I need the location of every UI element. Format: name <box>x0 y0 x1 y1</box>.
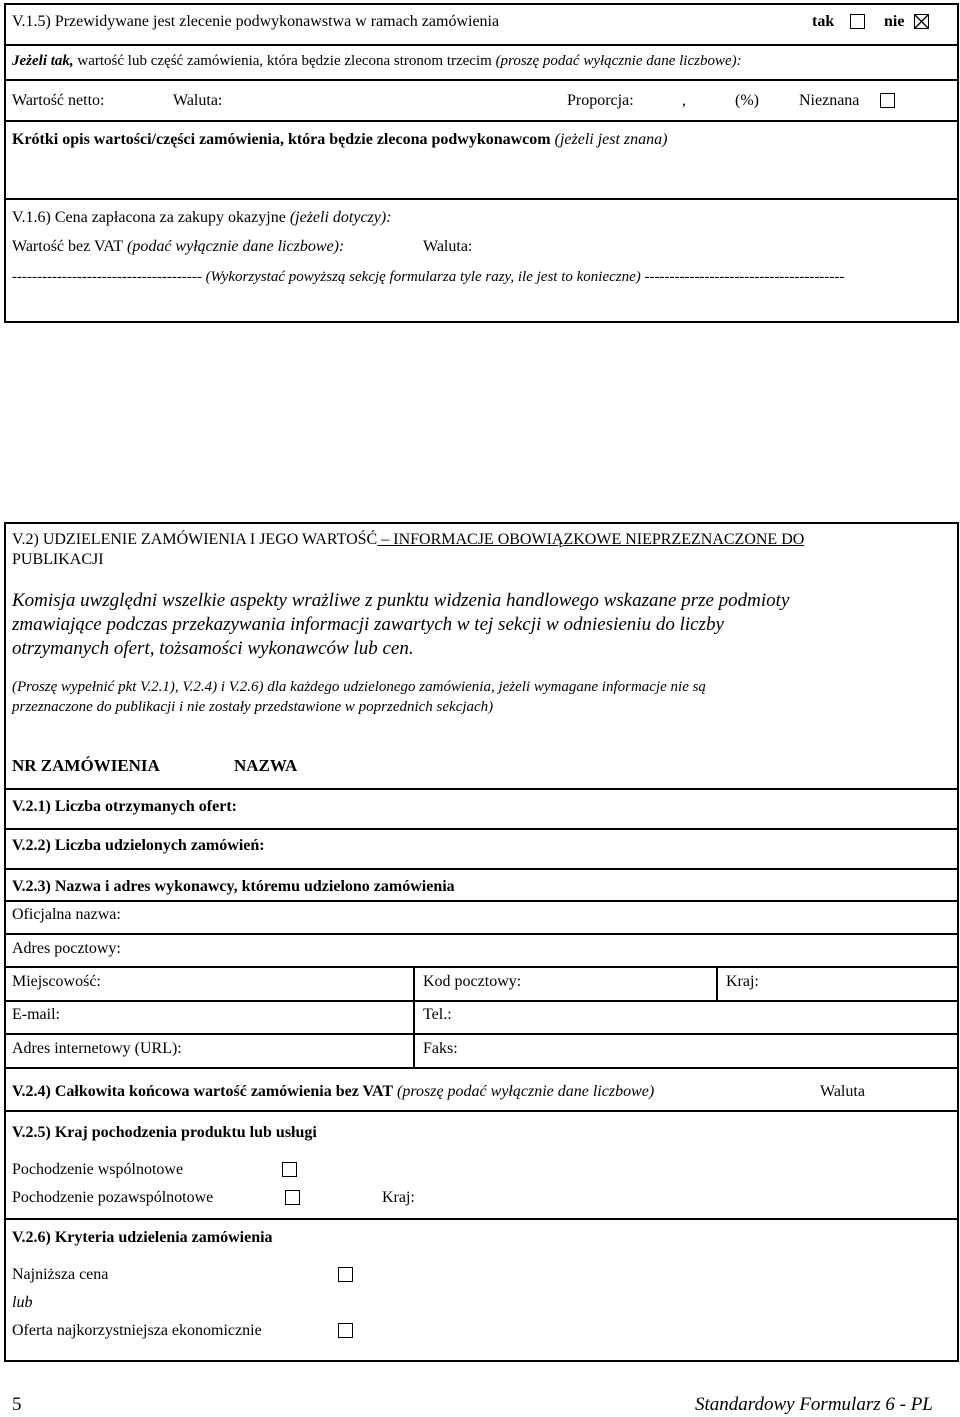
postal-address-label: Adres pocztowy: <box>12 940 121 957</box>
divider <box>4 44 959 46</box>
divider <box>4 788 959 790</box>
commission-note-line-1: Komisja uwzględni wszelkie aspekty wrażliwe z punktu widzenia handlowego wskazane prze podmioty <box>12 590 790 611</box>
section-v24-title <box>12 1083 654 1101</box>
lowest-price-label: Najniższa cena <box>12 1266 109 1283</box>
order-number-label: NR ZAMÓWIENIA <box>12 756 160 775</box>
section-v16-title <box>12 209 392 227</box>
divider <box>4 828 959 830</box>
value-excl-vat-note: (podać wyłącznie dane liczbowe): <box>122 238 345 255</box>
checked-x-icon <box>914 14 929 29</box>
section-v2-heading <box>12 531 804 549</box>
divider <box>4 120 959 122</box>
no-checkbox[interactable] <box>914 14 929 29</box>
divider <box>4 966 959 968</box>
or-label: lub <box>12 1294 33 1311</box>
divider <box>4 1067 959 1069</box>
divider <box>4 1033 959 1035</box>
meat-checkbox[interactable] <box>338 1323 353 1338</box>
if-yes-text: wartość lub część zamówienia, która będzie zlecona stronom trzecim <box>73 53 492 69</box>
v16-currency-label: Waluta: <box>423 238 473 255</box>
short-description-note: (jeżeli jest znana) <box>554 131 668 148</box>
official-name-label: Oficjalna nazwa: <box>12 906 121 923</box>
non-community-origin-label: Pochodzenie pozawspólnotowe <box>12 1189 214 1206</box>
repeat-section-note: -------------------------------------- (Wykorzystać powyższą sekcję formularza tyle razy, ile jest to konieczne) ---------------------------------------- <box>12 269 845 285</box>
email-label: E-mail: <box>12 1006 60 1023</box>
section-v2-heading-main: V.2) UDZIELENIE ZAMÓWIENIA I JEGO WARTOŚĆ <box>12 531 378 548</box>
origin-country-label: Kraj: <box>382 1189 415 1206</box>
unknown-label: Nieznana <box>799 92 860 109</box>
divider <box>4 79 959 81</box>
value-excl-vat-label <box>12 238 344 256</box>
yes-label: tak <box>812 13 835 30</box>
short-description-title: Krótki opis wartości/części zamówienia, która będzie zlecona podwykonawcom <box>12 131 551 148</box>
divider <box>4 1000 959 1002</box>
section-v15-title: V.1.5) Przewidywane jest zlecenie podwykonawstwa w ramach zamówienia <box>12 13 500 30</box>
form-name: Standardowy Formularz 6 - PL <box>695 1394 933 1415</box>
yes-checkbox[interactable] <box>850 14 865 29</box>
meat-label: Oferta najkorzystniejsza ekonomicznie <box>12 1322 262 1339</box>
if-yes-label: Jeżeli tak, <box>12 53 74 69</box>
subcontract-value-prompt <box>12 53 742 70</box>
section-v24-title-note: (proszę podać wyłącznie dane liczbowe) <box>393 1083 655 1100</box>
net-value-label: Wartość netto: <box>12 92 105 109</box>
section-v16-title-note: (jeżeli dotyczy): <box>285 209 392 226</box>
section-v26-title: V.2.6) Kryteria udzielenia zamówienia <box>12 1229 273 1246</box>
url-label: Adres internetowy (URL): <box>12 1040 182 1057</box>
city-label: Miejscowość: <box>12 973 101 990</box>
currency-label: Waluta: <box>173 92 223 109</box>
proportion-label: Proporcja: <box>567 92 634 109</box>
v24-currency-label: Waluta <box>820 1083 865 1100</box>
country-label: Kraj: <box>726 973 759 990</box>
no-label: nie <box>884 13 905 30</box>
page-number: 5 <box>12 1394 22 1415</box>
percent-label: (%) <box>735 92 759 109</box>
please-fill-line-2: przeznaczone do publikacji i nie zostały przedstawione w poprzednich sekcjach) <box>12 699 494 715</box>
divider <box>4 1218 959 1220</box>
section-v22-title: V.2.2) Liczba udzielonych zamówień: <box>12 837 265 854</box>
section-v21-title: V.2.1) Liczba otrzymanych ofert: <box>12 798 237 815</box>
divider <box>4 900 959 902</box>
value-excl-vat-text: Wartość bez VAT <box>12 238 123 255</box>
order-name-label: NAZWA <box>234 756 298 775</box>
proportion-comma: , <box>682 92 686 109</box>
grid-column-divider <box>413 966 415 1067</box>
community-origin-label: Pochodzenie wspólnotowe <box>12 1161 184 1178</box>
non-community-origin-checkbox[interactable] <box>285 1190 300 1205</box>
divider <box>4 198 959 200</box>
commission-note-line-3: otrzymanych ofert, tożsamości wykonawców lub cen. <box>12 638 414 659</box>
section-v24-title-text: V.2.4) Całkowita końcowa wartość zamówienia bez VAT <box>12 1083 394 1100</box>
community-origin-checkbox[interactable] <box>282 1162 297 1177</box>
section-v16-title-text: V.1.6) Cena zapłacona za zakupy okazyjne <box>12 209 286 226</box>
tel-label: Tel.: <box>423 1006 452 1023</box>
divider <box>4 868 959 870</box>
section-v2-heading-cont: PUBLIKACJI <box>12 551 104 568</box>
divider <box>4 933 959 935</box>
if-yes-note: (proszę podać wyłącznie dane liczbowe): <box>491 53 742 69</box>
short-description-label <box>12 131 667 149</box>
section-v23-title: V.2.3) Nazwa i adres wykonawcy, któremu udzielono zamówienia <box>12 878 455 895</box>
lowest-price-checkbox[interactable] <box>338 1267 353 1282</box>
divider <box>4 1110 959 1112</box>
please-fill-line-1: (Proszę wypełnić pkt V.2.1), V.2.4) i V.2.6) dla każdego udzielonego zamówienia, jeżeli wymagane informacje nie są <box>12 679 706 695</box>
postcode-label: Kod pocztowy: <box>423 973 522 990</box>
commission-note-line-2: zmawiające podczas przekazywania informacji zawartych w tej sekcji w odniesieniu do liczby <box>12 614 724 635</box>
unknown-checkbox[interactable] <box>880 93 895 108</box>
fax-label: Faks: <box>423 1040 458 1057</box>
section-v2-heading-info: – INFORMACJE OBOWIĄZKOWE NIEPRZEZNACZONE DO <box>377 531 805 548</box>
grid-column-divider <box>716 966 718 1000</box>
section-v25-title: V.2.5) Kraj pochodzenia produktu lub usługi <box>12 1124 317 1141</box>
